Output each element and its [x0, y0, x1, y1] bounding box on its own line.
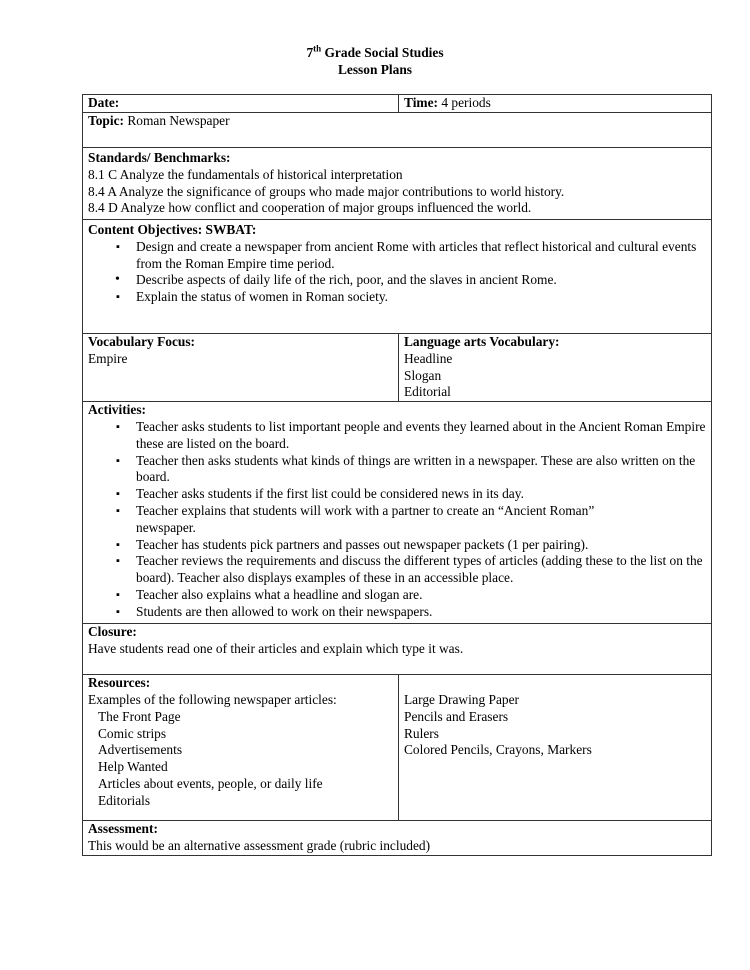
- vocabulary-heading: Vocabulary Focus:: [88, 334, 196, 349]
- topic-value: Roman Newspaper: [127, 113, 230, 128]
- title-text: Grade Social Studies: [324, 45, 444, 60]
- standards-row: [83, 148, 712, 220]
- resource-material: Colored Pencils, Crayons, Markers: [404, 742, 592, 758]
- resource-article: The Front Page: [98, 708, 181, 724]
- activities-heading: Activities:: [88, 402, 147, 418]
- resources-left-cell: [83, 675, 399, 821]
- objectives-list: [88, 239, 707, 306]
- activity-item: ▪ Teacher has students pick partners and passes out newspaper packets (1 per pairing).: [136, 537, 707, 554]
- activity-item: ▪ Teacher asks students to list important people and events they learned about in the Ancient Roman Empire these are listed on the board.: [136, 419, 707, 453]
- resource-material: Rulers: [404, 725, 439, 741]
- objective-item: • Describe aspects of daily life of the rich, poor, and the slaves in ancient Rome.: [136, 272, 707, 289]
- vocabulary-cell: [83, 334, 399, 402]
- topic-label: Topic:: [88, 113, 124, 128]
- activities-list: [88, 419, 707, 621]
- assessment-heading: Assessment:: [88, 821, 158, 837]
- activity-item: ▪ Teacher also explains what a headline and slogan are.: [136, 587, 707, 604]
- assessment-row: [83, 821, 712, 856]
- language-arts-heading: Language arts Vocabulary:: [404, 334, 560, 349]
- lesson-plan-table: [82, 94, 712, 856]
- resource-article: Advertisements: [98, 742, 183, 758]
- objective-item: ▪ Design and create a newspaper from ancient Rome with articles that reflect historical and cultural events from the Roman Empire time period.: [136, 239, 707, 273]
- assessment-cell: [83, 821, 712, 856]
- resources-row: [83, 675, 712, 821]
- spacer-line: [404, 675, 707, 692]
- resources-heading: Resources:: [88, 675, 151, 691]
- document-title: [0, 44, 750, 78]
- activity-item: ▪ Teacher asks students if the first list could be considered news in its day.: [136, 486, 707, 503]
- topic-cell: [83, 113, 712, 148]
- resources-right-cell: [399, 675, 712, 821]
- grade-superscript: th: [313, 43, 322, 54]
- activity-item: ▪ Teacher then asks students what kinds of things are written in a newspaper. These are also written on the board.: [136, 453, 707, 487]
- grade-number: 7: [306, 45, 314, 60]
- activity-item: ▪ Teacher explains that students will work with a partner to create an “Ancient Roman” newspaper.: [136, 503, 707, 537]
- time-value: 4 periods: [441, 95, 491, 110]
- subtitle: Lesson Plans: [337, 62, 413, 77]
- language-arts-item: Slogan: [404, 367, 442, 383]
- topic-row: [83, 113, 712, 148]
- resource-material: Large Drawing Paper: [404, 691, 520, 707]
- activities-cell: [83, 402, 712, 624]
- objectives-row: [83, 220, 712, 334]
- resource-article: Articles about events, people, or daily life: [98, 775, 323, 791]
- language-arts-cell: [399, 334, 712, 402]
- time-label: Time:: [404, 95, 438, 110]
- resource-article: Help Wanted: [98, 759, 168, 775]
- closure-cell: [83, 624, 712, 675]
- closure-text: Have students read one of their articles and explain which type it was.: [88, 640, 464, 656]
- vocabulary-row: [83, 334, 712, 402]
- vocabulary-item: Empire: [88, 350, 128, 366]
- standards-cell: [83, 148, 712, 220]
- objectives-heading: Content Objectives: SWBAT:: [88, 222, 257, 237]
- resource-material: Pencils and Erasers: [404, 708, 509, 724]
- language-arts-item: Headline: [404, 350, 453, 366]
- resource-article: Comic strips: [98, 725, 167, 741]
- activities-row: [83, 402, 712, 624]
- objective-item: ▪ Explain the status of women in Roman society.: [136, 289, 707, 306]
- resources-intro: Examples of the following newspaper articles:: [88, 691, 337, 707]
- date-label: Date:: [88, 95, 120, 110]
- standard-item: 8.4 A Analyze the significance of groups who made major contributions to world history.: [88, 183, 565, 199]
- standard-item: 8.1 C Analyze the fundamentals of historical interpretation: [88, 166, 403, 182]
- objectives-cell: [83, 220, 712, 334]
- language-arts-item: Editorial: [404, 384, 451, 400]
- activity-item: ▪ Teacher reviews the requirements and discuss the different types of articles (adding these to the list on the board). Teacher also displays examples of these in an accessible place.: [136, 553, 707, 587]
- date-time-row: [83, 95, 712, 113]
- standards-heading: Standards/ Benchmarks:: [88, 150, 231, 165]
- activity-item: ▪ Students are then allowed to work on their newspapers.: [136, 604, 707, 621]
- standard-item: 8.4 D Analyze how conflict and cooperation of major groups influenced the world.: [88, 200, 532, 216]
- assessment-text: This would be an alternative assessment grade (rubric included): [88, 837, 431, 853]
- closure-heading: Closure:: [88, 624, 137, 640]
- closure-row: [83, 624, 712, 675]
- date-cell: [83, 95, 399, 113]
- time-cell: [399, 95, 712, 113]
- resource-article: Editorials: [98, 792, 151, 808]
- title-line: [0, 44, 750, 61]
